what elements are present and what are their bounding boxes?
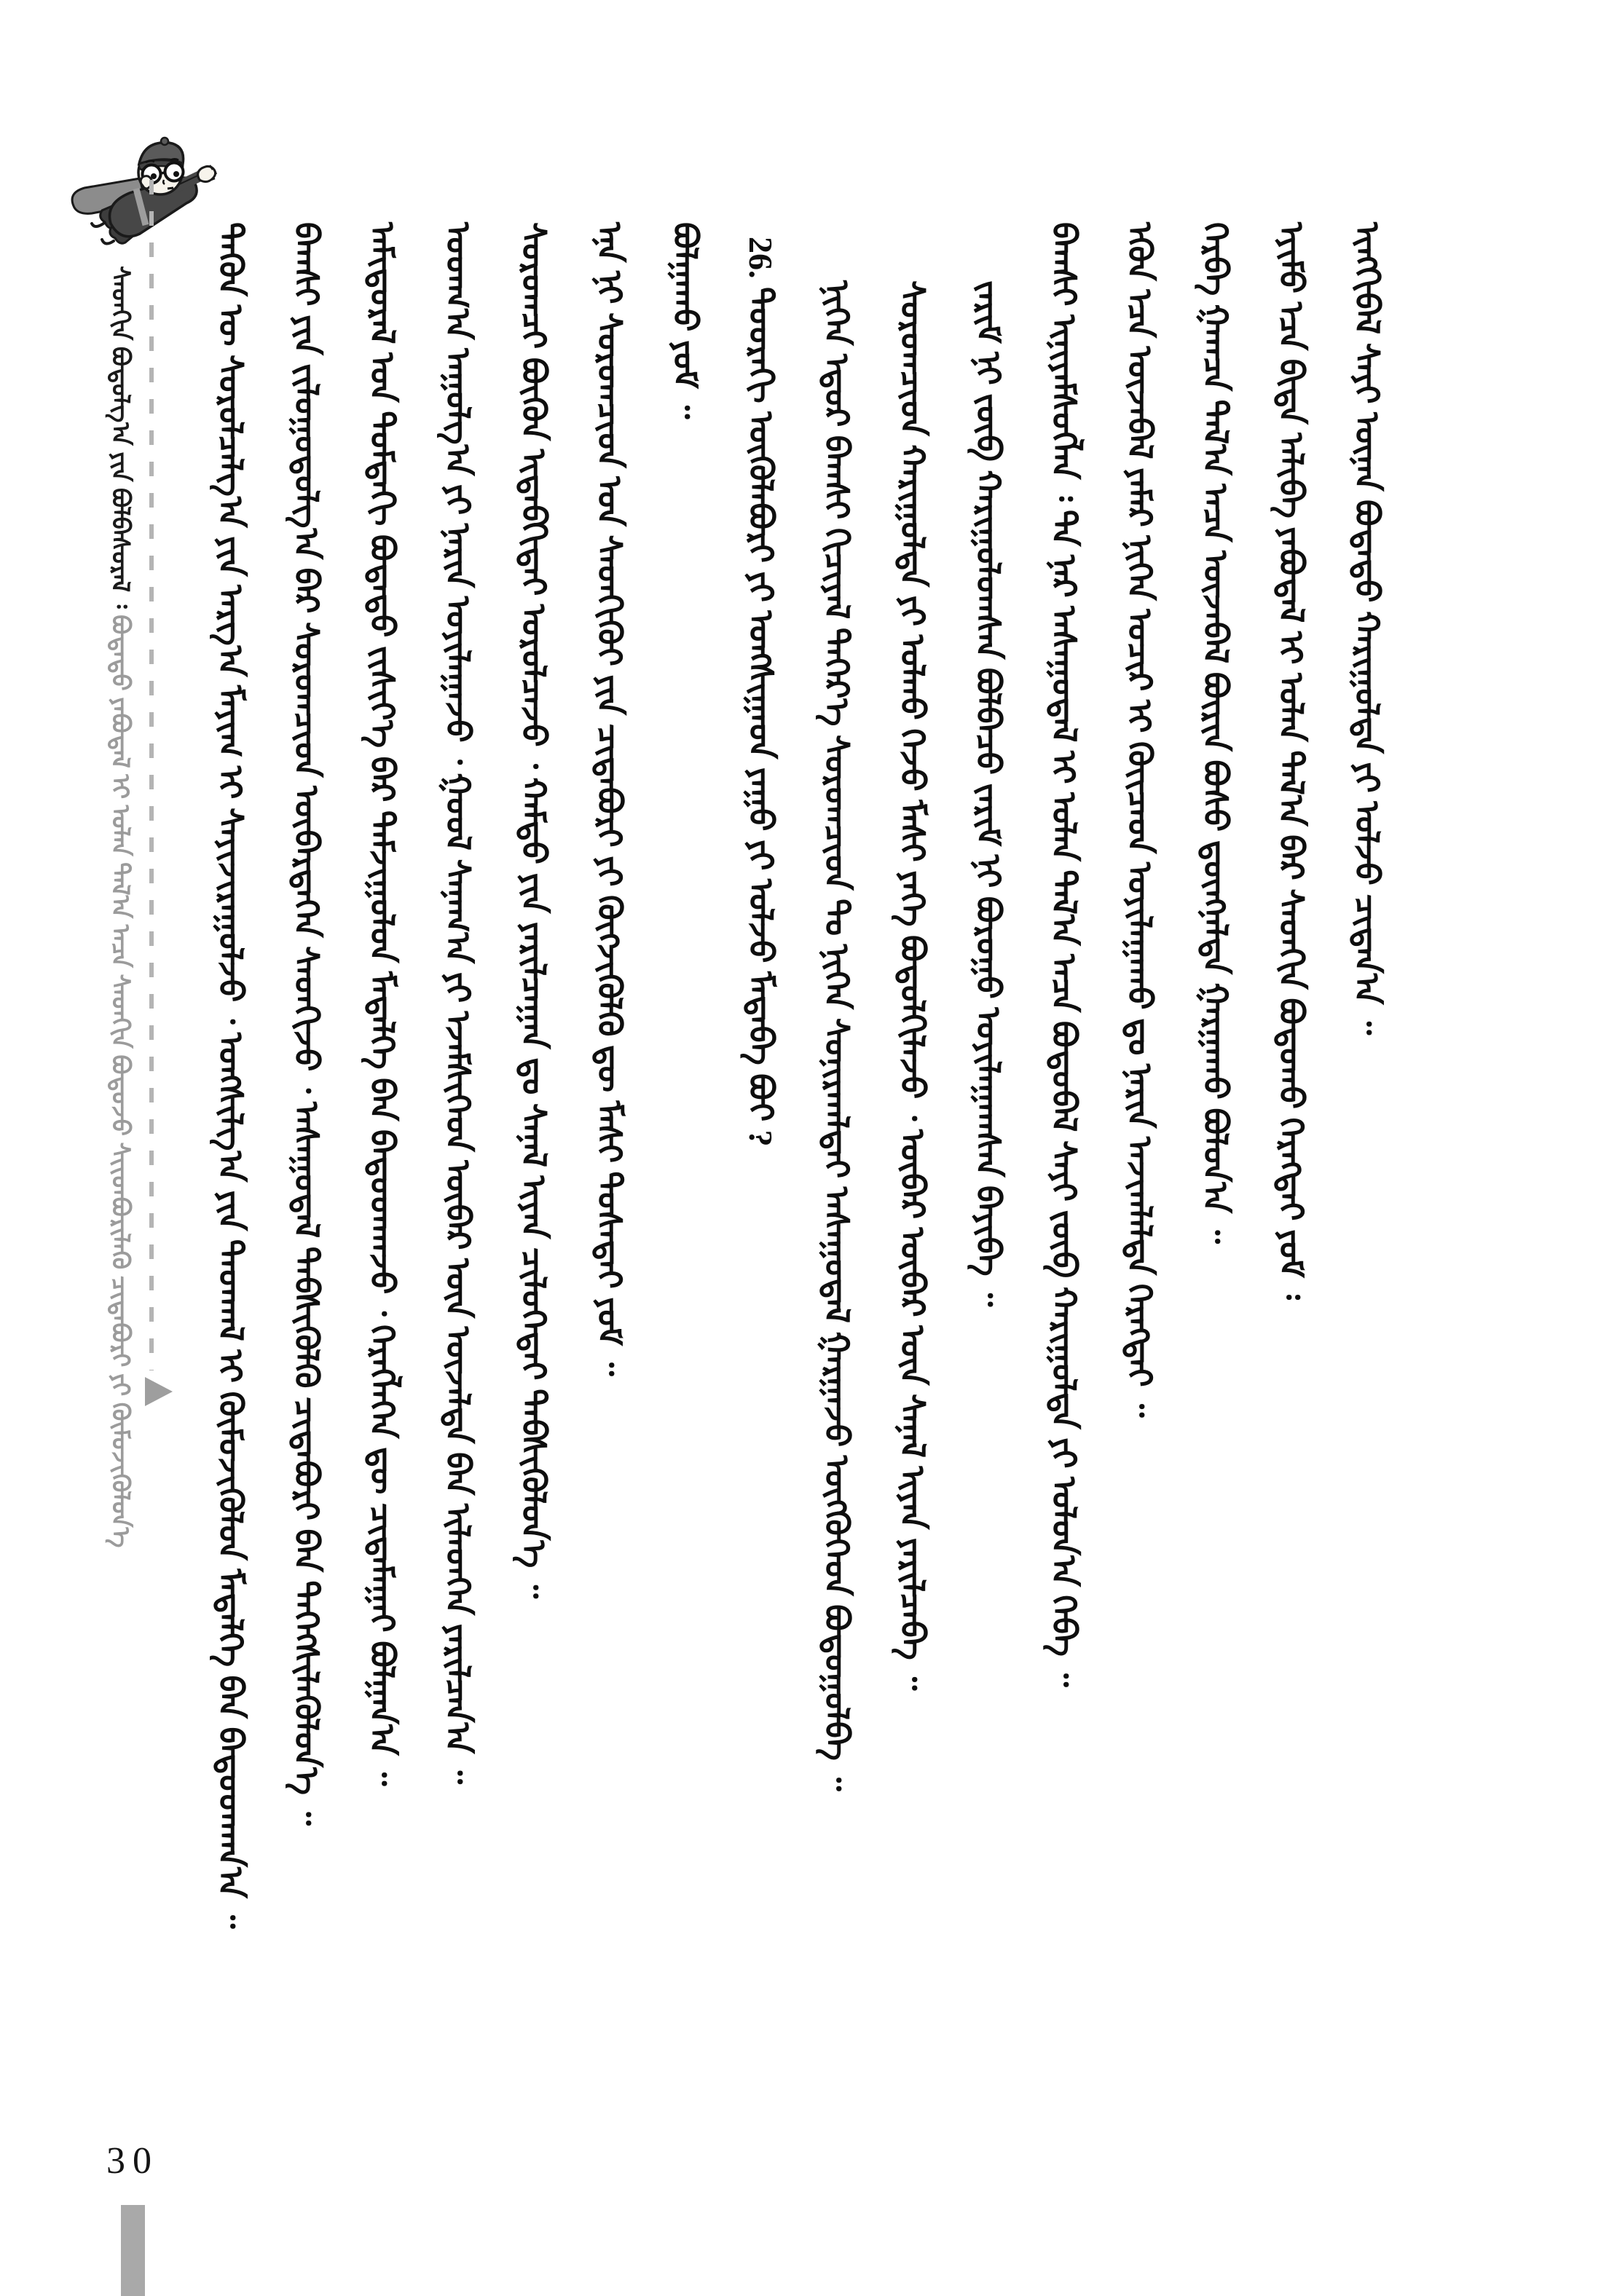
- flying-boy-illustration: [67, 135, 216, 266]
- text-column-5: ᠰᠤᠷᠤᠭᠴᠢ ᠪᠦᠬᠦᠨ ᠢᠳᠡᠪᠬᠢᠲᠡᠢ ᠣᠷᠣᠯᠴᠠᠵᠤ ᠂ ᠬᠠᠮᠲᠤ ᠶᠢᠨ ᠶᠠᠷᠢᠯᠴᠠᠭᠠᠨ ᠳᠤ ᠰᠠᠨᠠᠯ ᠢᠶᠠᠨ ᠴᠢᠯᠦᠭᠡᠲᠡᠢ ᠳᠡᠪᠰᠢᠭᠦᠯᠦᠨ᠎ᠡ ᠃: [515, 222, 552, 1599]
- text-column-14: ᠬᠡᠷᠪᠡ ᠭᠠᠭᠴᠠ ᠲᠠᠯ᠎ᠠ ᠠᠴᠠ ᠦᠵᠡᠪᠡᠯ ᠪᠦᠷᠢᠨ ᠪᠤᠰᠤ ᠳ᠋ᠦᠩᠨᠡᠯᠲᠡ ᠭᠠᠷᠭᠠᠬᠤ ᠪᠣᠯᠤᠨ᠎ᠠ ᠃: [1197, 222, 1234, 1244]
- text-column-2: ᠪᠠᠭᠰᠢ ᠶᠢᠨ ᠵᠢᠯᠣᠭᠣᠳᠤᠯᠭ᠎ᠠ ᠪᠠᠷ ᠰᠤᠷᠤᠭᠴᠢᠳ ᠥᠪᠡᠷᠲᠡᠭᠡᠨ ᠰᠡᠳᠬᠢᠵᠦ ᠂ ᠠᠰᠠᠭᠤᠳᠠᠯ ᠳᠡᠪᠰᠢᠭᠦᠯᠬᠦ ᠴᠢᠳᠠᠪᠤᠷᠢ ᠪᠠᠨ ᠳᠡᠭᠡᠭᠰᠢᠯᠡᠭᠦᠯᠦᠨ᠎ᠡ ᠃: [288, 222, 325, 1826]
- text-column-10: ᠰᠤᠷᠤᠭᠴᠢᠳ ᠬᠠᠷᠢᠭᠤᠯᠲᠠ ᠶᠢ ᠣᠯᠬᠤ ᠭᠡᠵᠦ ᠮᠠᠰᠢ ᠶᠡᠬᠡ ᠪᠣᠳᠣᠯᠬᠢᠯᠠᠵᠤ ᠂ ᠥᠪᠡᠷ ᠥᠪᠡᠷ ᠦᠨ ᠰᠠᠨᠠᠯ ᠢᠶᠠᠨ ᠶᠠᠷᠢᠯᠴᠠᠪᠠ ᠃: [894, 280, 931, 1691]
- text-column-4: ᠤᠳᠬ᠎ᠠ ᠠᠭᠤᠯᠭ᠎ᠠ ᠶᠢ ᠨᠠᠷᠢᠨ ᠣᠶᠢᠯᠠᠭᠠᠵᠤ ᠂ ᠭᠣᠣᠯ ᠰᠠᠨᠠᠭ᠎ᠠ ᠶᠢ ᠡᠵᠡᠮᠰᠢᠭᠡᠳ ᠥᠪᠡᠷ ᠦᠨ ᠦᠵᠡᠯᠲᠡ ᠪᠡᠨ ᠢᠯᠡᠳᠬᠡᠨ ᠶᠠᠷᠢᠯᠴᠠᠨ᠎ᠠ ᠃: [439, 222, 476, 1784]
- dotted-divider-line: [149, 180, 154, 1370]
- rubric-colon: ᠄: [106, 592, 133, 615]
- glasses-right: [165, 163, 184, 181]
- text-column-16: ᠢᠩᠭᠢᠪᠡᠯ ᠰᠠᠶᠢ ᠦᠨᠡᠨ ᠪᠣᠳᠠᠲᠤ ᠬᠠᠷᠢᠭᠤᠯᠲᠠ ᠶᠢ ᠣᠯᠵᠤ ᠴᠢᠳᠠᠨ᠎ᠠ ᠃: [1348, 222, 1385, 1035]
- text-column-9: ᠨᠢᠭᠡᠨ ᠡᠳᠦᠷ ᠪᠠᠭᠰᠢ ᠬᠢᠴᠢᠶᠡᠯ ᠳᠡᠭᠡᠷ᠎ᠡ ᠰᠤᠷᠤᠭᠴᠢᠳ ᠲᠤ ᠨᠢᠭᠡᠨ ᠰᠣᠨᠢᠷᠬᠠᠯᠲᠠᠢ ᠠᠰᠠᠭᠤᠳᠠᠯ ᠭᠠᠷᠭᠠᠵᠤ ᠥᠭᠭᠦᠭᠡᠳ ᠪᠣᠳᠣᠭᠤᠯᠪᠠ ᠃: [818, 280, 855, 1791]
- page-number: 30: [106, 2140, 159, 2182]
- text-column-3: ᠠᠮᠢᠳᠤᠷᠠᠯ ᠤᠨ ᠳᠤᠮᠳᠠᠬᠢ ᠪᠣᠳᠠᠲᠤ ᠵᠢᠱᠢᠶ᠎ᠡ ᠪᠡᠷ ᠳᠠᠮᠵᠢᠭᠤᠯᠤᠨ ᠮᠡᠳᠡᠯᠭᠡ ᠪᠡᠨ ᠪᠠᠲᠤᠳᠬᠠᠵᠤ ᠂ ᠬᠡᠷᠡᠭᠯᠡᠭᠡᠨ ᠳᠦ ᠴᠢᠳᠠᠮᠠᠭᠠᠢ ᠪᠣᠯᠭᠠᠨ᠎ᠠ ᠃: [363, 222, 401, 1786]
- hat-knob: [161, 138, 168, 145]
- rubric-title: ᠰᠡᠳᠬᠢᠨ ᠪᠣᠳᠣᠯᠭ᠎ᠠ ᠶᠢᠨ ᠪᠣᠯᠪᠠᠰᠤᠷᠠᠯ: [106, 266, 133, 593]
- text-column-11: ᠵᠠᠷᠢᠮ ᠨᠢ ᠵᠥᠪ ᠬᠠᠷᠢᠭᠤᠯᠤᠭᠰᠠᠨ ᠪᠣᠯᠪᠠᠴᠤ ᠵᠠᠷᠢᠮ ᠨᠢ ᠪᠤᠷᠤᠭᠤ ᠤᠶᠢᠯᠠᠭᠠᠭᠰᠠᠨ ᠪᠠᠶᠢᠪᠠ ᠃: [969, 280, 1007, 1307]
- arrow-right-icon: [145, 1377, 173, 1406]
- text-column-6: ᠡᠨᠡ ᠨᠢ ᠰᠤᠷᠤᠭᠴᠢᠳ ᠤᠨ ᠰᠡᠳᠬᠢᠬᠦᠢ ᠶᠢᠨ ᠴᠢᠳᠠᠪᠤᠷᠢ ᠶᠢ ᠬᠥᠭᠵᠢᠭᠦᠯᠬᠦ ᠳᠦ ᠮᠠᠰᠢ ᠲᠤᠰᠠᠲᠠᠢ ᠶᠤᠮ ᠃: [591, 222, 628, 1376]
- rubric-subtitle: ᠪᠣᠳᠠᠲᠤ ᠶᠠᠪᠤᠳᠠᠯ ᠢ ᠣᠯᠠᠨ ᠲᠠᠯ᠎ᠠ ᠠᠴᠠ ᠰᠡᠳᠬᠢᠨ ᠪᠣᠳᠣᠵᠤ ᠰᠢᠢᠳᠪᠦᠷᠢᠯᠡᠬᠦ ᠴᠢᠳᠠᠪᠤᠷᠢ ᠶᠢ ᠬᠥᠮᠦᠵᠢᠭᠦᠯᠦᠨ᠎ᠡ: [106, 615, 133, 1548]
- text-column-8: 26. ᠳᠣᠣᠷᠠᠬᠢ ᠦᠭᠦᠯᠡᠪᠦᠷᠢ ᠶᠢ ᠤᠩᠰᠢᠭᠠᠳ ᠶᠠᠭᠤ ᠶᠢ ᠣᠯᠵᠤ ᠮᠡᠳᠡᠪᠡ ᠪᠤᠢ ?: [742, 237, 779, 1147]
- page-edge-tab: [121, 2205, 145, 2296]
- text-column-13: ᠡᠭᠦᠨ ᠡᠴᠡ ᠦᠵᠡᠪᠡᠯ ᠶᠠᠮᠠᠷ ᠨᠢᠭᠡᠨ ᠤᠴᠢᠷ ᠢ ᠭᠦᠢᠴᠡᠳ ᠣᠶᠢᠯᠠᠭᠠᠬᠤ ᠳᠤ ᠨᠠᠷᠢᠨ ᠠᠵᠢᠭᠯᠠᠯᠲᠠ ᠬᠡᠷᠡᠭᠲᠡᠢ ᠃: [1121, 222, 1158, 1418]
- text-column-12: ᠪᠠᠭᠰᠢ ᠢᠨᠢᠶᠡᠮᠰᠦᠭᠯᠡᠨ ᠄ ᠲᠠ ᠨᠠᠷ ᠠᠰᠠᠭᠤᠳᠠᠯ ᠢ ᠣᠯᠠᠨ ᠲᠠᠯ᠎ᠠ ᠠᠴᠠ ᠪᠣᠳᠣᠪᠠᠯ ᠰᠠᠶᠢ ᠵᠥᠪ ᠬᠠᠷᠢᠭᠤᠯᠲᠠ ᠶᠢ ᠣᠯᠤᠨ᠎ᠠ ᠭᠡᠪᠡ ᠃: [1045, 222, 1082, 1687]
- text-column-15: ᠡᠶᠢᠮᠦ ᠡᠴᠡ ᠪᠢᠳᠡ ᠠᠯᠢᠪᠠ ᠶᠠᠪᠤᠳᠠᠯ ᠢ ᠣᠯᠠᠨ ᠲᠠᠯ᠎ᠠ ᠪᠠᠷ ᠰᠡᠳᠬᠢᠨ ᠪᠣᠳᠣᠬᠤ ᠬᠡᠷᠡᠭᠲᠡᠢ ᠶᠤᠮ ᠄: [1272, 222, 1310, 1300]
- text-column-1: ᠲᠡᠭᠦᠨ ᠦ ᠰᠤᠷᠤᠯᠴᠠᠯᠭ᠎ᠠ ᠶᠢᠨ ᠠᠷᠭ᠎ᠠ ᠮᠠᠶᠢᠭ ᠢ ᠰᠠᠶᠢᠵᠢᠷᠠᠭᠤᠯᠵᠤ ᠂ ᠤᠩᠰᠢᠯᠭ᠎ᠠ ᠶᠢᠨ ᠳᠠᠳᠬᠠᠯ ᠢ ᠬᠥᠮᠦᠵᠢᠭᠦᠯᠦᠨ ᠮᠡᠳᠡᠯᠭᠡ ᠪᠡᠨ ᠪᠠᠲᠤᠳᠬᠠᠨ᠎ᠠ ᠃: [212, 222, 249, 1929]
- header-rubric: [103, 266, 136, 1548]
- text-column-7: ᠪᠣᠯᠭᠠᠬᠤ ᠶᠤᠮ ᠃: [666, 222, 704, 419]
